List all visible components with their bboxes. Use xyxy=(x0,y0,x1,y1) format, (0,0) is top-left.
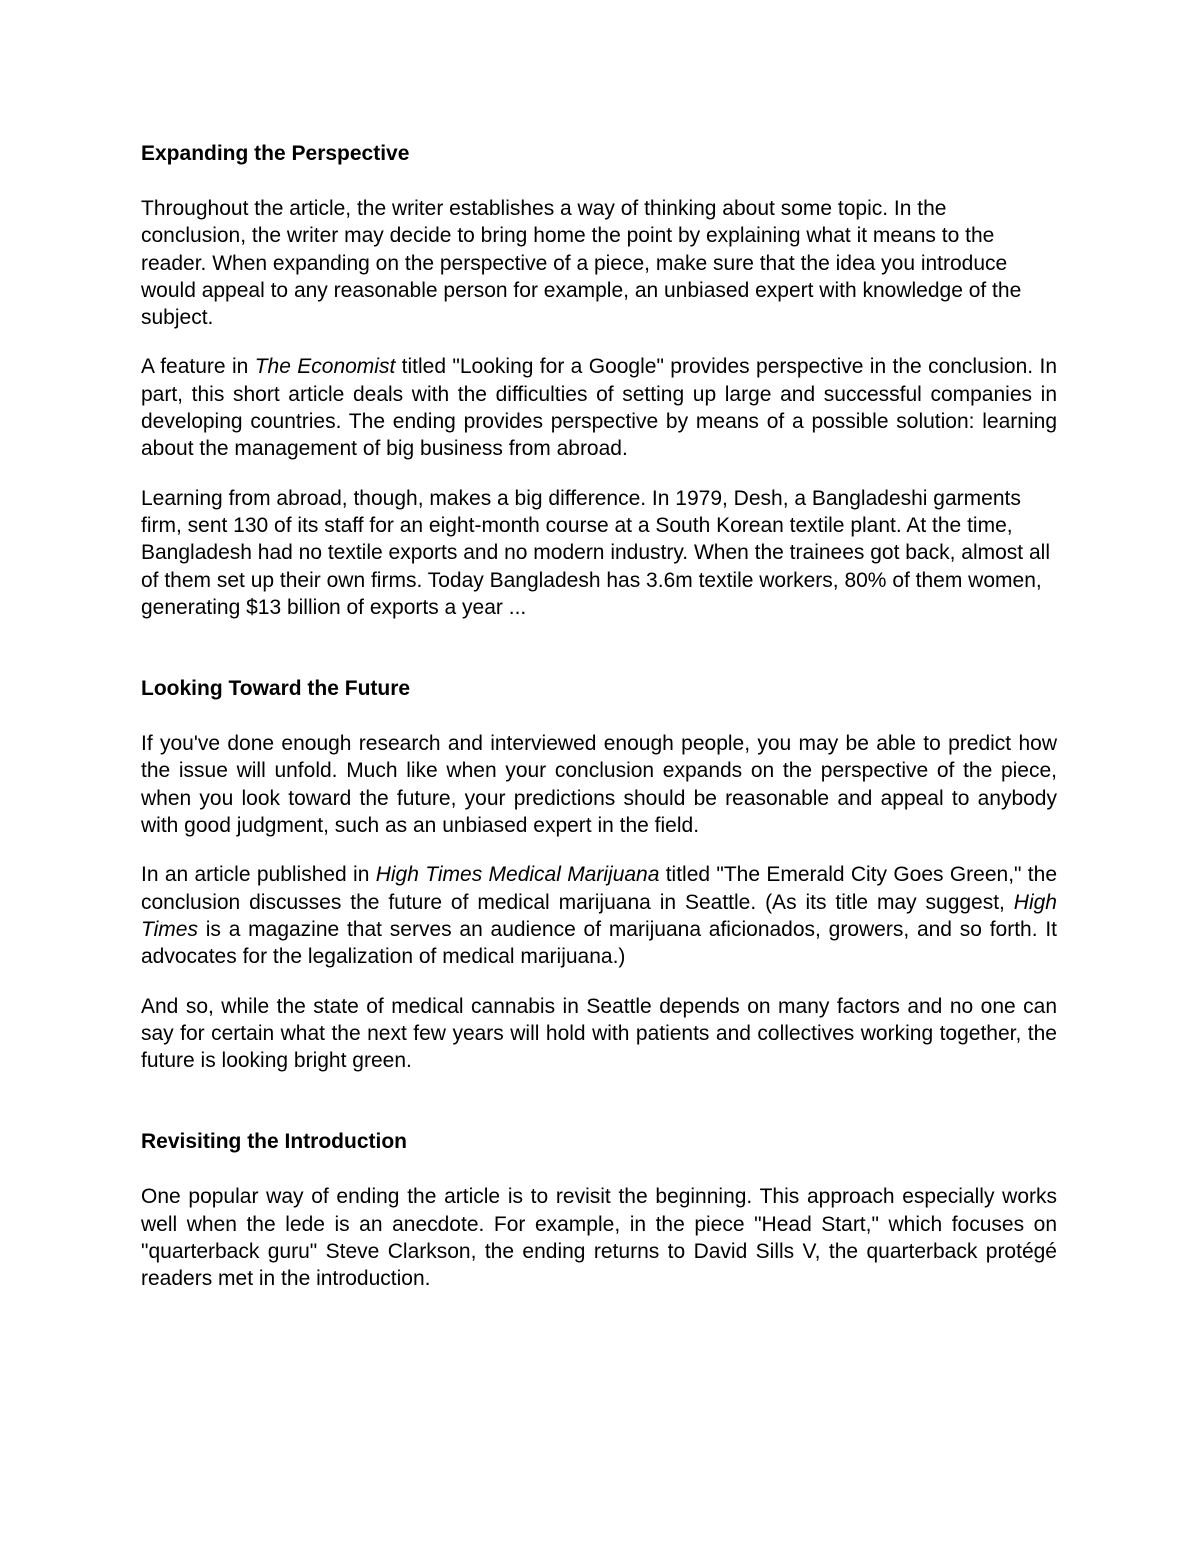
section-spacer xyxy=(141,643,1057,674)
paragraph: Throughout the article, the writer establishes a way of thinking about some topic. In the conclusion, the writer may decide to bring home the point by explaining what it means to the reader. When expanding on the perspective of a piece, make sure that the idea you introduce would appeal to any reasonable person for example, an unbiased expert with knowledge of the subject. xyxy=(141,197,1022,330)
text-run: is a magazine that serves an audience of marijuana aficionados, growers, and so forth. It advocates for the legalization of medical marijuana.) xyxy=(141,917,1057,969)
text-run: In an article published in xyxy=(141,863,376,887)
paragraph: If you've done enough research and interviewed enough people, you may be able to predict how the issue will unfold. Much like when your conclusion expands on the perspective of the piece, when you look toward the future, your predictions should be reasonable and appeal to anybody with good judgment, such as an unbiased expert in the field. xyxy=(141,732,1057,838)
paragraph: One popular way of ending the article is to revisit the beginning. This approach especially works well when the lede is an anecdote. For example, in the piece "Head Start," which focuses on "quarterback guru" Steve Clarkson, the ending returns to David Sills V, the quarterback protégé readers met in the introduction. xyxy=(141,1185,1057,1291)
text-run: A feature in xyxy=(141,355,255,379)
paragraph xyxy=(141,861,1057,970)
section-heading-looking-toward-future: Looking Toward the Future xyxy=(141,677,411,701)
publication-title: The Economist xyxy=(254,355,396,379)
document-page xyxy=(141,139,1057,1315)
paragraph xyxy=(141,353,1057,462)
section-heading-revisiting-introduction: Revisiting the Introduction xyxy=(141,1130,407,1154)
quoted-passage: And so, while the state of medical cannabis in Seattle depends on many factors and no one can say for certain what the next few years will hold with patients and collectives working together, the future is looking bright green. xyxy=(141,994,1057,1073)
text-run: titled "The Emerald City Goes Green," the conclusion discusses the future of medical marijuana in Seattle. (As its title may suggest, xyxy=(141,863,1058,914)
section-heading-expanding-perspective: Expanding the Perspective xyxy=(141,142,410,165)
publication-title: High Times xyxy=(141,890,1057,941)
text-run: titled "Looking for a Google" provides perspective in the conclusion. In part, this short article deals with the difficulties of setting up large and successful companies in developing countries. The ending provides perspective by means of a possible solution: learning about the management of big business from abroad. xyxy=(141,355,1058,461)
quoted-passage: Learning from abroad, though, makes a big difference. In 1979, Desh, a Bangladeshi garments firm, sent 130 of its staff for an eight-month course at a South Korean textile plant. At the time, Bangladesh had no textile exports and no modern industry. When the trainees got back, almost all of them set up their own firms. Today Bangladesh has 3.6m textile workers, 80% of them women, generating $13 billion of exports a year ... xyxy=(141,486,1050,619)
publication-title: High Times Medical Marijuana xyxy=(375,863,660,887)
section-spacer xyxy=(141,1096,1057,1127)
